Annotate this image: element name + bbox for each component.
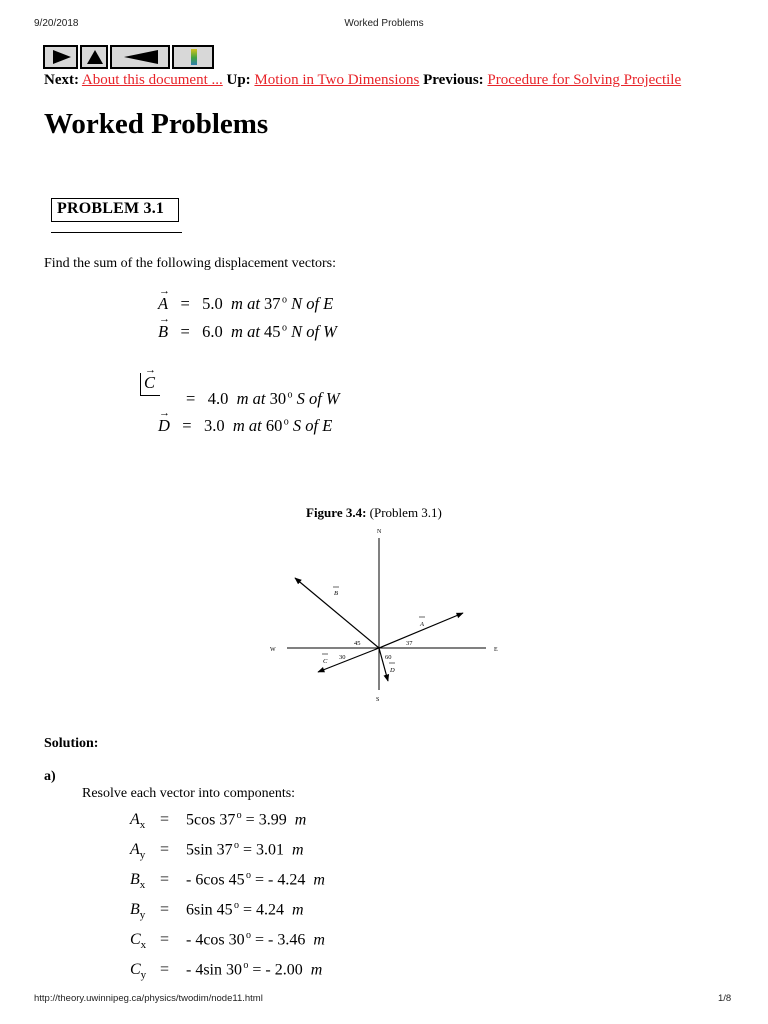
component-by: $B_y = 6\sin$ 45 $^o$ = 4.24 m [130,900,304,922]
next-link[interactable]: About this document ... [81,72,223,88]
vector-a-label: A [420,621,424,628]
vector-diagram [262,522,512,707]
vector-symbol-c: → C [140,373,155,393]
vector-b-arrow [295,578,379,648]
previous-button[interactable] [110,45,170,69]
vector-a-arrow [379,613,463,648]
contents-button[interactable] [172,45,214,69]
print-page-number: 1/8 [718,993,732,1004]
angle-a-label: 37 [406,640,413,647]
print-date: 9/20/2018 [34,18,79,29]
vector-symbol: → A [158,294,168,314]
angle-b-label: 45 [354,640,361,647]
solution-heading: Solution: [44,736,99,751]
vector-b-label: B [334,590,338,597]
vector-equation-b: → B = 6.0 m at 45 $^o$ N of W [158,322,337,342]
north-label: N [377,529,382,535]
vector-d-label: D [390,667,395,674]
angle-d-label: 60 [385,654,392,661]
print-title: Worked Problems [344,18,424,29]
resolve-instruction: Resolve each vector into components: [82,786,296,801]
page-title: Worked Problems [44,108,269,140]
component-cy: $C_y$ = - 4sin 30 $^o$ = - 2.00 m [130,960,323,982]
figure-caption: Figure 3.4: (Problem 3.1) [306,505,442,520]
bracket-mark [140,373,141,395]
previous-label: Previous: [423,72,484,88]
component-cx: $C_x$ = - 4cos 30 $^o$ = - 3.46 m [130,930,325,952]
south-label: S [376,697,380,703]
problem-statement: Find the sum of the following displacement vectors: [44,256,337,271]
west-label: W [270,647,276,653]
problem-label: PROBLEM 3.1 [51,198,179,222]
part-a-label: a) [44,769,56,784]
next-button[interactable] [43,45,78,69]
print-url: http://theory.uwinnipeg.ca/physics/twodim/node11.html [34,993,263,1004]
navigation-links [44,72,681,89]
up-button[interactable] [80,45,108,69]
angle-c-label: 30 [339,654,346,661]
vector-d-arrow [379,648,388,681]
component-ax: $A_x = 5\cos$ 37 $^o$ = 3.99 m [130,810,307,832]
component-ay: $A_y = 5\sin$ 37 $^o$ = 3.01 m [130,840,304,862]
vector-equation-c: = 4.0 m at 30 $^o$ S of W [186,389,340,408]
vector-c-label: C [323,658,328,665]
vector-equation-a: → A = 5.0 m at 37 $^o$ N of E [158,294,333,314]
east-label: E [494,647,498,653]
problem-underline [51,232,182,233]
up-link[interactable]: Motion in Two Dimensions [254,72,420,88]
bracket-mark-bottom [140,395,160,396]
next-label: Next: [44,72,79,88]
up-label: Up: [226,72,251,88]
previous-link[interactable]: Procedure for Solving Projectile [487,72,682,88]
vector-equation-d: → D = 3.0 m at 60 $^o$ S of E [158,416,332,436]
component-bx: $B_x$ = - 6cos 45 $^o$ = - 4.24 m [130,870,325,892]
